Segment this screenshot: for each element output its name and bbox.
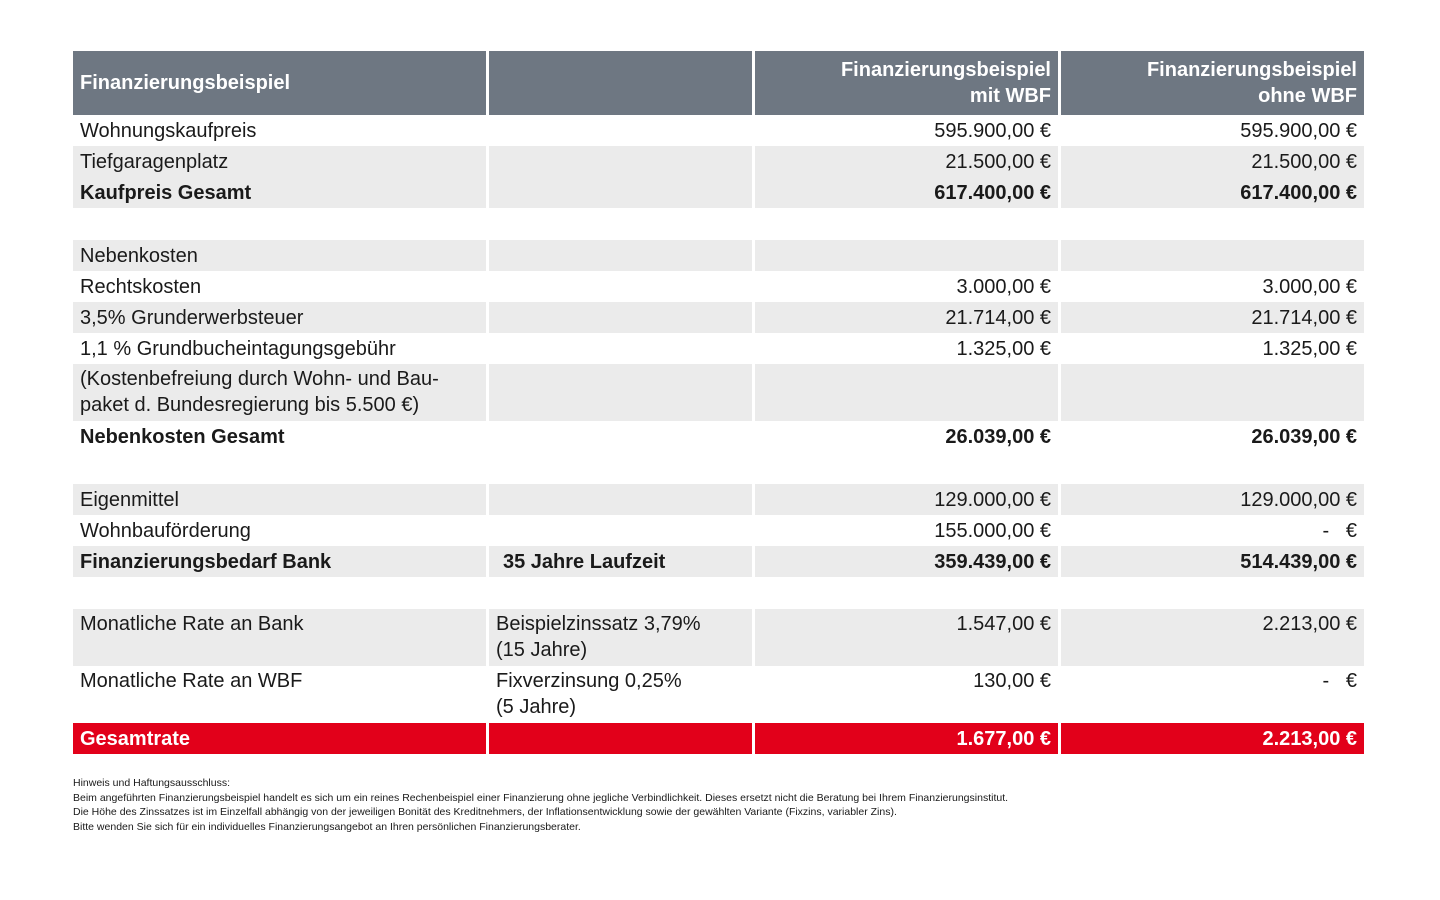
row-note [489,177,752,208]
value-mit-wbf [755,240,1058,271]
row-gesamtrate [73,723,1364,754]
value-ohne-wbf: 3.000,00 € [1262,275,1357,298]
row-label: Wohnungskaufpreis [80,119,257,142]
rate-wbf-note-line1: Fixverzinsung 0,25% [496,670,682,692]
value-mit-wbf: 595.900,00 € [934,119,1051,142]
row-note [489,302,752,333]
value-mit-wbf: 1.547,00 € [755,609,1058,666]
header-ohne-wbf-line2: ohne WBF [1258,85,1357,107]
row-note [489,666,752,723]
value-mit-wbf: 21.500,00 € [755,146,1058,177]
rate-bank-note-line2: (15 Jahre) [496,639,588,661]
rate-bank-note-line1: Beispielzinssatz 3,79% [496,613,701,635]
value-ohne-wbf: 2.213,00 € [1061,723,1364,754]
row-rate-wbf [73,666,1364,723]
value-ohne-wbf: - € [1322,670,1357,692]
header-title: Finanzierungsbeispiel [73,51,486,115]
row-label: Monatliche Rate an WBF [80,670,303,692]
value-ohne-wbf: - € [1322,519,1357,542]
disclaimer-line: Bitte wenden Sie sich für ein individuelles Finanzierungsangebot an Ihren persönlichen Finanzierungsberater. [73,820,581,833]
row-grunderwerbsteuer [73,302,1364,333]
rate-wbf-note-line2: (5 Jahre) [496,696,577,718]
header-ohne-wbf [1061,51,1364,115]
value-mit-wbf [755,364,1058,421]
kostenbefreiung-line2: paket d. Bundesregierung bis 5.500 €) [80,394,420,416]
row-label: Tiefgaragenplatz [73,146,486,177]
value-ohne-wbf [1061,240,1364,271]
row-label: Kaufpreis Gesamt [73,177,486,208]
row-note [489,723,752,754]
row-note [489,333,752,364]
header-empty [489,51,752,115]
value-mit-wbf: 3.000,00 € [956,275,1051,298]
table-header [73,51,1364,115]
value-ohne-wbf: 1.325,00 € [1262,337,1357,360]
row-label: 1,1 % Grundbucheintagungsgebühr [80,337,396,360]
row-label: Finanzierungsbedarf Bank [73,546,486,577]
header-mit-wbf [755,51,1058,115]
row-tiefgarage [73,146,1364,177]
row-kostenbefreiung [73,364,1364,421]
row-label: 3,5% Grunderwerbsteuer [73,302,486,333]
row-nebenkosten-gesamt [73,421,1364,452]
row-label [73,364,486,421]
value-ohne-wbf: 514.439,00 € [1061,546,1364,577]
spacer-row [73,452,1364,484]
value-ohne-wbf: 617.400,00 € [1061,177,1364,208]
value-mit-wbf: 617.400,00 € [755,177,1058,208]
value-ohne-wbf: 2.213,00 € [1061,609,1364,666]
disclaimer [73,776,1273,834]
row-label: Wohnbauförderung [80,519,251,542]
row-note [489,115,752,146]
row-eigenmittel [73,484,1364,515]
row-kaufpreis-gesamt [73,177,1364,208]
row-grundbuch [73,333,1364,364]
row-note [489,240,752,271]
row-label: Gesamtrate [73,723,486,754]
value-mit-wbf: 21.714,00 € [755,302,1058,333]
row-note [489,271,752,302]
row-rechtskosten [73,271,1364,302]
financing-table [70,51,1367,754]
disclaimer-line: Beim angeführten Finanzierungsbeispiel handelt es sich um ein reines Rechenbeispiel einer Finanzierung ohne jegliche Verbindlichkeit. Dieses ersetzt nicht die Beratung bei Ihrem Finanzierungsinstitut. [73,791,1009,804]
row-note [489,146,752,177]
disclaimer-title: Hinweis und Haftungsausschluss: [73,777,230,789]
row-label: Eigenmittel [73,484,486,515]
value-mit-wbf: 359.439,00 € [755,546,1058,577]
value-mit-wbf: 1.325,00 € [956,337,1051,360]
row-label: Nebenkosten Gesamt [80,425,285,448]
row-wohnungskaufpreis [73,115,1364,146]
value-ohne-wbf: 129.000,00 € [1061,484,1364,515]
value-mit-wbf: 26.039,00 € [945,425,1051,448]
row-note [489,364,752,421]
row-label: Nebenkosten [73,240,486,271]
value-ohne-wbf: 595.900,00 € [1240,119,1357,142]
value-ohne-wbf: 26.039,00 € [1251,425,1357,448]
header-ohne-wbf-line1: Finanzierungsbeispiel [1146,59,1357,81]
row-label: Monatliche Rate an Bank [73,609,486,666]
value-mit-wbf: 129.000,00 € [755,484,1058,515]
disclaimer-line: Die Höhe des Zinssatzes ist im Einzelfall abhängig von der jeweiligen Bonität des Kreditnehmers, der Inflationsentwicklung sowie der gewählten Variante (Fixzins, variabler Zins). [73,806,897,818]
row-note [489,421,752,452]
row-note [489,484,752,515]
row-note [489,609,752,666]
row-finanzierungsbedarf [73,546,1364,577]
row-wohnbaufoerderung [73,515,1364,546]
value-mit-wbf: 130,00 € [973,670,1051,692]
value-mit-wbf: 1.677,00 € [755,723,1058,754]
kostenbefreiung-line1: (Kostenbefreiung durch Wohn- und Bau- [80,368,439,390]
header-mit-wbf-line2: mit WBF [969,85,1051,107]
row-label: Rechtskosten [80,275,202,298]
spacer-row [73,208,1364,240]
value-ohne-wbf: 21.714,00 € [1061,302,1364,333]
spacer-row [73,577,1364,609]
value-mit-wbf: 155.000,00 € [934,519,1051,542]
row-nebenkosten [73,240,1364,271]
value-ohne-wbf [1061,364,1364,421]
row-note: 35 Jahre Laufzeit [489,546,752,577]
row-rate-bank [73,609,1364,666]
value-ohne-wbf: 21.500,00 € [1061,146,1364,177]
header-mit-wbf-line1: Finanzierungsbeispiel [840,59,1051,81]
row-note [489,515,752,546]
